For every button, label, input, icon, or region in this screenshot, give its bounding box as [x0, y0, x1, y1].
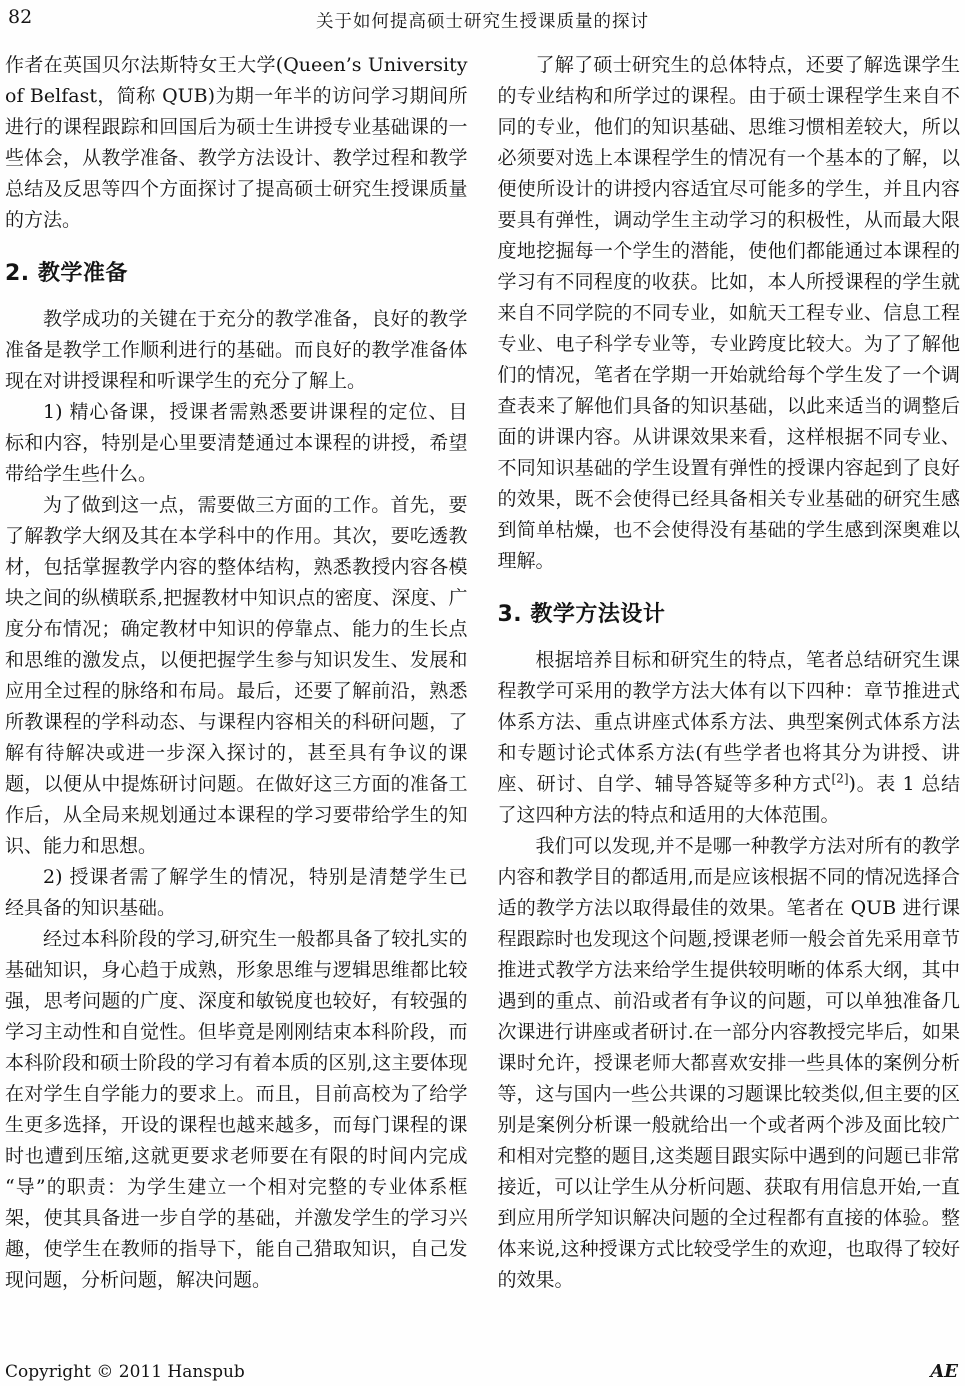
section3-paragraph-2: 我们可以发现,并不是哪一种教学方法对所有的教学内容和教学目的都适用,而是应该根据不同的情况选择合适的教学方法以取得最佳的效果。笔者在 QUB 进行课程跟踪时也发现这个问题,授课老师一般会首先采用章节推进式教学方法来给学生提供较明晰的体系大纲，其中遇到的重点、前沿或者有争议的问题，可以单独准备几次课进行讲座或者研讨.在一部分内容教授完毕后，如果课时允许，授课老师大都喜欢安排一些具体的案例分析等，这与国内一些公共课的习题课比较类似,但主要的区别是案例分析课一般就给出一个或者两个涉及面比较广和相对完整的题目,这类题目跟实际中遇到的问题已非常接近，可以让学生从分析问题、获取有用信息开始,一直到应用所学知识解决问题的全过程都有直接的体验。整体来说,这种授课方式比较受学生的欢迎，也取得了较好的效果。 — [497, 835, 960, 1291]
section-3-heading: 3. 教学方法设计 — [497, 602, 666, 627]
section3-paragraph-1-text: 根据培养目标和研究生的特点，笔者总结研究生课程教学可采用的教学方法大体有以下四种：章节推进式体系方法、重点讲座式体系方法、典型案例式体系方法和专题讨论式体系方法(有些学者也将其分为讲授、讲座、研讨、自学、辅导答疑等多种方式 — [497, 649, 960, 795]
copyright-notice: Copyright © 2011 Hanspub — [5, 1362, 245, 1382]
section2-item-2-paragraph: 2) 授课者需了解学生的情况，特别是清楚学生已经具备的知识基础。 — [5, 866, 468, 919]
right-column — [498, 50, 961, 1296]
page-number: 82 — [8, 6, 33, 28]
section2-paragraph-1: 教学成功的关键在于充分的教学准备，良好的教学准备是教学工作顺利进行的基础。而良好的教学准备体现在对讲授课程和听课学生的充分了解上。 — [5, 308, 468, 392]
section3-paragraph-1-tail: )。表 1 总结了这四种方法的特点和适用的大体范围。 — [497, 773, 960, 826]
page-footer — [5, 1358, 960, 1382]
section3-paragraph-1 — [498, 645, 961, 831]
section2-paragraph-5: 经过本科阶段的学习,研究生一般都具备了较扎实的基础知识，身心趋于成熟，形象思维与逻辑思维都比较强，思考问题的广度、深度和敏锐度也较好，有较强的学习主动性和自觉性。但毕竟是刚刚结束本科阶段，而本科阶段和硕士阶段的学习有着本质的区别,这主要体现在对学生自学能力的要求上。而且，目前高校为了给学生更多选择，开设的课程也越来越多，而每门课程的课时也遭到压缩,这就更要求老师要在有限的时间内完成“导”的职责：为学生建立一个相对完整的专业体系框架，使其具备进一步自学的基础，并激发学生的学习兴趣，使学生在教师的指导下，能自己猎取知识，自己发现问题，分析问题，解决问题。 — [5, 928, 468, 1291]
intro-paragraph-continuation: 作者在英国贝尔法斯特女王大学(Queen’s University of Belfast，简称 QUB)为期一年半的访问学习期间所进行的课程跟踪和回国后为硕士生讲授专业基础课的一些体会，从教学准备、教学方法设计、教学过程和教学总结及反思等四个方面探讨了提高硕士研究生授课质量的方法。 — [5, 54, 468, 231]
journal-abbreviation: AE — [930, 1361, 958, 1382]
section2-paragraph-6: 了解了硕士研究生的总体特点，还要了解选课学生的专业结构和所学过的课程。由于硕士课程学生来自不同的专业，他们的知识基础、思维习惯相差较大，所以必须要对选上本课程学生的情况有一个基本的了解，以便使所设计的讲授内容适宜尽可能多的学生，并且内容要具有弹性，调动学生主动学习的积极性，从而最大限度地挖掘每一个学生的潜能，使他们都能通过本课程的学习有不同程度的收获。比如，本人所授课程的学生就来自不同学院的不同专业，如航天工程专业、信息工程专业、电子科学专业等，专业跨度比较大。为了了解他们的情况，笔者在学期一开始就给每个学生发了一个调查表来了解他们具备的知识基础，以此来适当的调整后面的讲课内容。从讲课效果来看，这样根据不同专业、不同知识基础的学生设置有弹性的授课内容起到了良好的效果，既不会使得已经具备相关专业基础的研究生感到简单枯燥，也不会使得没有基础的学生感到深奥难以理解。 — [497, 54, 960, 572]
section2-paragraph-3: 为了做到这一点，需要做三方面的工作。首先，要了解教学大纲及其在本学科中的作用。其次，要吃透教材，包括掌握教学内容的整体结构，熟悉教授内容各模块之间的纵横联系,把握教材中知识点的密度、深度、广度分布情况；确定教材中知识的停靠点、能力的生长点和思维的激发点，以便把握学生参与知识发生、发展和应用全过程的脉络和布局。最后，还要了解前沿，熟悉所教课程的学科动态、与课程内容相关的科研问题，了解有待解决或进一步深入探讨的，甚至具有争议的课题，以便从中提炼研讨问题。在做好这三方面的准备工作后，从全局来规划通过本课程的学习要带给学生的知识、能力和思想。 — [5, 494, 468, 857]
section-2-heading: 2. 教学准备 — [5, 261, 128, 286]
citation-2-superscript: [2] — [831, 771, 849, 786]
running-title: 关于如何提高硕士研究生授课质量的探讨 — [316, 12, 649, 32]
two-column-body — [5, 50, 960, 1296]
left-column — [5, 50, 468, 1296]
section2-item-1-paragraph: 1) 精心备课，授课者需熟悉要讲课程的定位、目标和内容，特别是心里要清楚通过本课程的讲授，希望带给学生些什么。 — [5, 401, 468, 485]
page-header — [5, 6, 960, 36]
